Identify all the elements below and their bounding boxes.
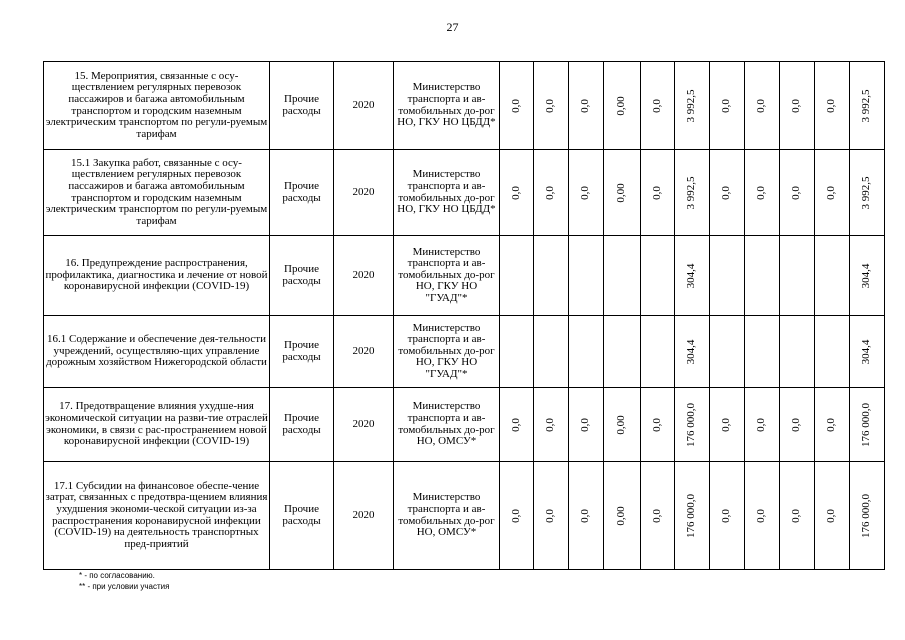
value-text: 0,0: [579, 98, 592, 113]
table-row: [44, 150, 885, 236]
value-text: 176 000,0: [685, 493, 698, 538]
value-text: 3 992,5: [685, 176, 698, 209]
value-cell: [641, 462, 675, 570]
value-cell: [569, 316, 604, 388]
value-text: 3 992,5: [685, 89, 698, 122]
expense-type-cell: Прочие расходы: [270, 388, 334, 462]
value-cell: [675, 388, 710, 462]
value-text: 0,0: [544, 185, 557, 200]
value-text: 0,0: [790, 185, 803, 200]
value-text: 0,0: [790, 98, 803, 113]
table-row: [44, 316, 885, 388]
value-text: 0,0: [650, 417, 663, 432]
value-cell: [815, 316, 850, 388]
value-cell: [604, 150, 641, 236]
value-text: 304,4: [860, 339, 873, 364]
value-cell: [500, 62, 534, 150]
page-number: 27: [446, 20, 459, 34]
footnotes: [79, 570, 169, 592]
executor-cell: Министерство транспорта и ав-томобильных до-рог НО, ГКУ НО ЦБДД*: [394, 62, 500, 150]
table-row: [44, 236, 885, 316]
value-text: 304,4: [685, 263, 698, 288]
executor-cell: Министерство транспорта и ав-томобильных до-рог НО, ОМСУ*: [394, 388, 500, 462]
value-text: 0,0: [825, 417, 838, 432]
value-text: 0,0: [544, 508, 557, 523]
value-cell: [780, 150, 815, 236]
value-cell: [710, 316, 745, 388]
value-cell: [569, 462, 604, 570]
value-cell: [710, 62, 745, 150]
value-cell: [815, 150, 850, 236]
value-cell: [850, 62, 885, 150]
value-cell: [569, 150, 604, 236]
value-text: 304,4: [685, 339, 698, 364]
value-cell: [745, 388, 780, 462]
value-cell: [815, 462, 850, 570]
value-cell: [745, 62, 780, 150]
value-cell: [500, 388, 534, 462]
expense-type-cell: Прочие расходы: [270, 316, 334, 388]
value-cell: [675, 462, 710, 570]
measure-cell: 17. Предотвращение влияния ухудше-ния экономической ситуации на разви-тие отраслей экономики, в связи с рас-пространением новой коронавирусной инфекции (COVID-19): [44, 388, 270, 462]
value-cell: [534, 388, 569, 462]
year-cell: 2020: [334, 62, 394, 150]
value-text: 176 000,0: [860, 493, 873, 538]
table-row: [44, 62, 885, 150]
value-text: 0,0: [720, 98, 733, 113]
value-cell: [780, 62, 815, 150]
value-text: 0,0: [509, 508, 522, 523]
expense-type-cell: Прочие расходы: [270, 62, 334, 150]
value-text: 0,0: [720, 185, 733, 200]
value-cell: [534, 62, 569, 150]
value-text: 0,0: [579, 417, 592, 432]
executor-cell: Министерство транспорта и ав-томобильных до-рог НО, ОМСУ*: [394, 462, 500, 570]
table-row: [44, 462, 885, 570]
value-cell: [569, 236, 604, 316]
value-text: 176 000,0: [860, 402, 873, 447]
value-text: 3 992,5: [860, 89, 873, 122]
year-cell: 2020: [334, 462, 394, 570]
value-cell: [780, 388, 815, 462]
value-cell: [604, 462, 641, 570]
value-cell: [500, 150, 534, 236]
value-cell: [500, 236, 534, 316]
value-cell: [815, 236, 850, 316]
value-text: 0,0: [509, 185, 522, 200]
measure-cell: 15.1 Закупка работ, связанные с осу-ществлением регулярных перевозок пассажиров и багажа автомобильным транспортом и городским наземным электрическим транспортом по регули-руемым тарифам: [44, 150, 270, 236]
expense-type-cell: Прочие расходы: [270, 236, 334, 316]
value-cell: [745, 150, 780, 236]
value-text: 0,00: [615, 505, 628, 526]
value-cell: [675, 316, 710, 388]
measure-cell: 15. Мероприятия, связанные с осу-ществлением регулярных перевозок пассажиров и багажа автомобильным транспортом и городским наземным электрическим транспортом по регули-руемым тарифам: [44, 62, 270, 150]
value-text: 0,0: [755, 98, 768, 113]
value-cell: [534, 150, 569, 236]
value-cell: [850, 388, 885, 462]
year-cell: 2020: [334, 388, 394, 462]
value-cell: [534, 236, 569, 316]
value-text: 0,00: [615, 95, 628, 116]
value-cell: [850, 150, 885, 236]
value-cell: [780, 236, 815, 316]
value-cell: [569, 62, 604, 150]
value-cell: [641, 236, 675, 316]
value-cell: [710, 150, 745, 236]
value-cell: [500, 462, 534, 570]
value-text: 0,0: [509, 98, 522, 113]
value-text: 0,0: [755, 417, 768, 432]
value-cell: [604, 388, 641, 462]
value-cell: [500, 316, 534, 388]
value-text: 0,0: [579, 185, 592, 200]
value-cell: [534, 462, 569, 570]
value-text: 304,4: [860, 263, 873, 288]
value-cell: [675, 236, 710, 316]
value-cell: [569, 388, 604, 462]
value-cell: [850, 236, 885, 316]
value-text: 0,0: [825, 185, 838, 200]
measure-cell: 17.1 Субсидии на финансовое обеспе-чение затрат, связанных с предотвра-щением влияния ухудшения экономи-ческой ситуации из-за распространения коронавирусной инфекции (COVID-19) на деятельность транспортных пред-приятий: [44, 462, 270, 570]
value-text: 0,0: [790, 508, 803, 523]
value-cell: [850, 316, 885, 388]
value-text: 0,0: [825, 98, 838, 113]
value-text: 0,0: [825, 508, 838, 523]
value-cell: [815, 62, 850, 150]
executor-cell: Министерство транспорта и ав-томобильных до-рог НО, ГКУ НО "ГУАД"*: [394, 316, 500, 388]
value-cell: [604, 316, 641, 388]
value-text: 0,0: [720, 508, 733, 523]
value-cell: [641, 62, 675, 150]
value-cell: [641, 150, 675, 236]
value-text: 0,0: [579, 508, 592, 523]
year-cell: 2020: [334, 150, 394, 236]
value-cell: [641, 316, 675, 388]
year-cell: 2020: [334, 236, 394, 316]
value-cell: [780, 462, 815, 570]
value-cell: [604, 236, 641, 316]
value-text: 3 992,5: [860, 176, 873, 209]
table-row: [44, 388, 885, 462]
executor-cell: Министерство транспорта и ав-томобильных до-рог НО, ГКУ НО "ГУАД"*: [394, 236, 500, 316]
value-cell: [780, 316, 815, 388]
value-text: 0,0: [790, 417, 803, 432]
value-cell: [710, 462, 745, 570]
value-cell: [850, 462, 885, 570]
value-text: 0,00: [615, 182, 628, 203]
value-text: 0,00: [615, 414, 628, 435]
expense-type-cell: Прочие расходы: [270, 150, 334, 236]
value-cell: [815, 388, 850, 462]
value-text: 0,0: [755, 508, 768, 523]
value-text: 0,0: [720, 417, 733, 432]
value-cell: [710, 388, 745, 462]
executor-cell: Министерство транспорта и ав-томобильных до-рог НО, ГКУ НО ЦБДД*: [394, 150, 500, 236]
budget-table: [43, 61, 885, 570]
table-body: [44, 62, 885, 570]
value-text: 0,0: [650, 508, 663, 523]
value-cell: [745, 462, 780, 570]
value-text: 0,0: [509, 417, 522, 432]
value-text: 0,0: [755, 185, 768, 200]
expense-type-cell: Прочие расходы: [270, 462, 334, 570]
year-cell: 2020: [334, 316, 394, 388]
footnote-participation: ** - при условии участия: [79, 582, 170, 591]
value-cell: [641, 388, 675, 462]
value-cell: [745, 236, 780, 316]
value-text: 0,0: [544, 417, 557, 432]
value-text: 0,0: [544, 98, 557, 113]
measure-cell: 16. Предупреждение распространения, профилактика, диагностика и лечение от новой коронавирусной инфекции (COVID-19): [44, 236, 270, 316]
value-cell: [745, 316, 780, 388]
value-cell: [675, 62, 710, 150]
value-cell: [675, 150, 710, 236]
value-cell: [534, 316, 569, 388]
value-cell: [710, 236, 745, 316]
measure-cell: 16.1 Содержание и обеспечение дея-тельности учреждений, осуществляю-щих управление дорожным хозяйством Нижегородской области: [44, 316, 270, 388]
value-cell: [604, 62, 641, 150]
value-text: 0,0: [650, 98, 663, 113]
footnote-agreement: * - по согласованию.: [79, 571, 155, 580]
value-text: 0,0: [650, 185, 663, 200]
value-text: 176 000,0: [685, 402, 698, 447]
